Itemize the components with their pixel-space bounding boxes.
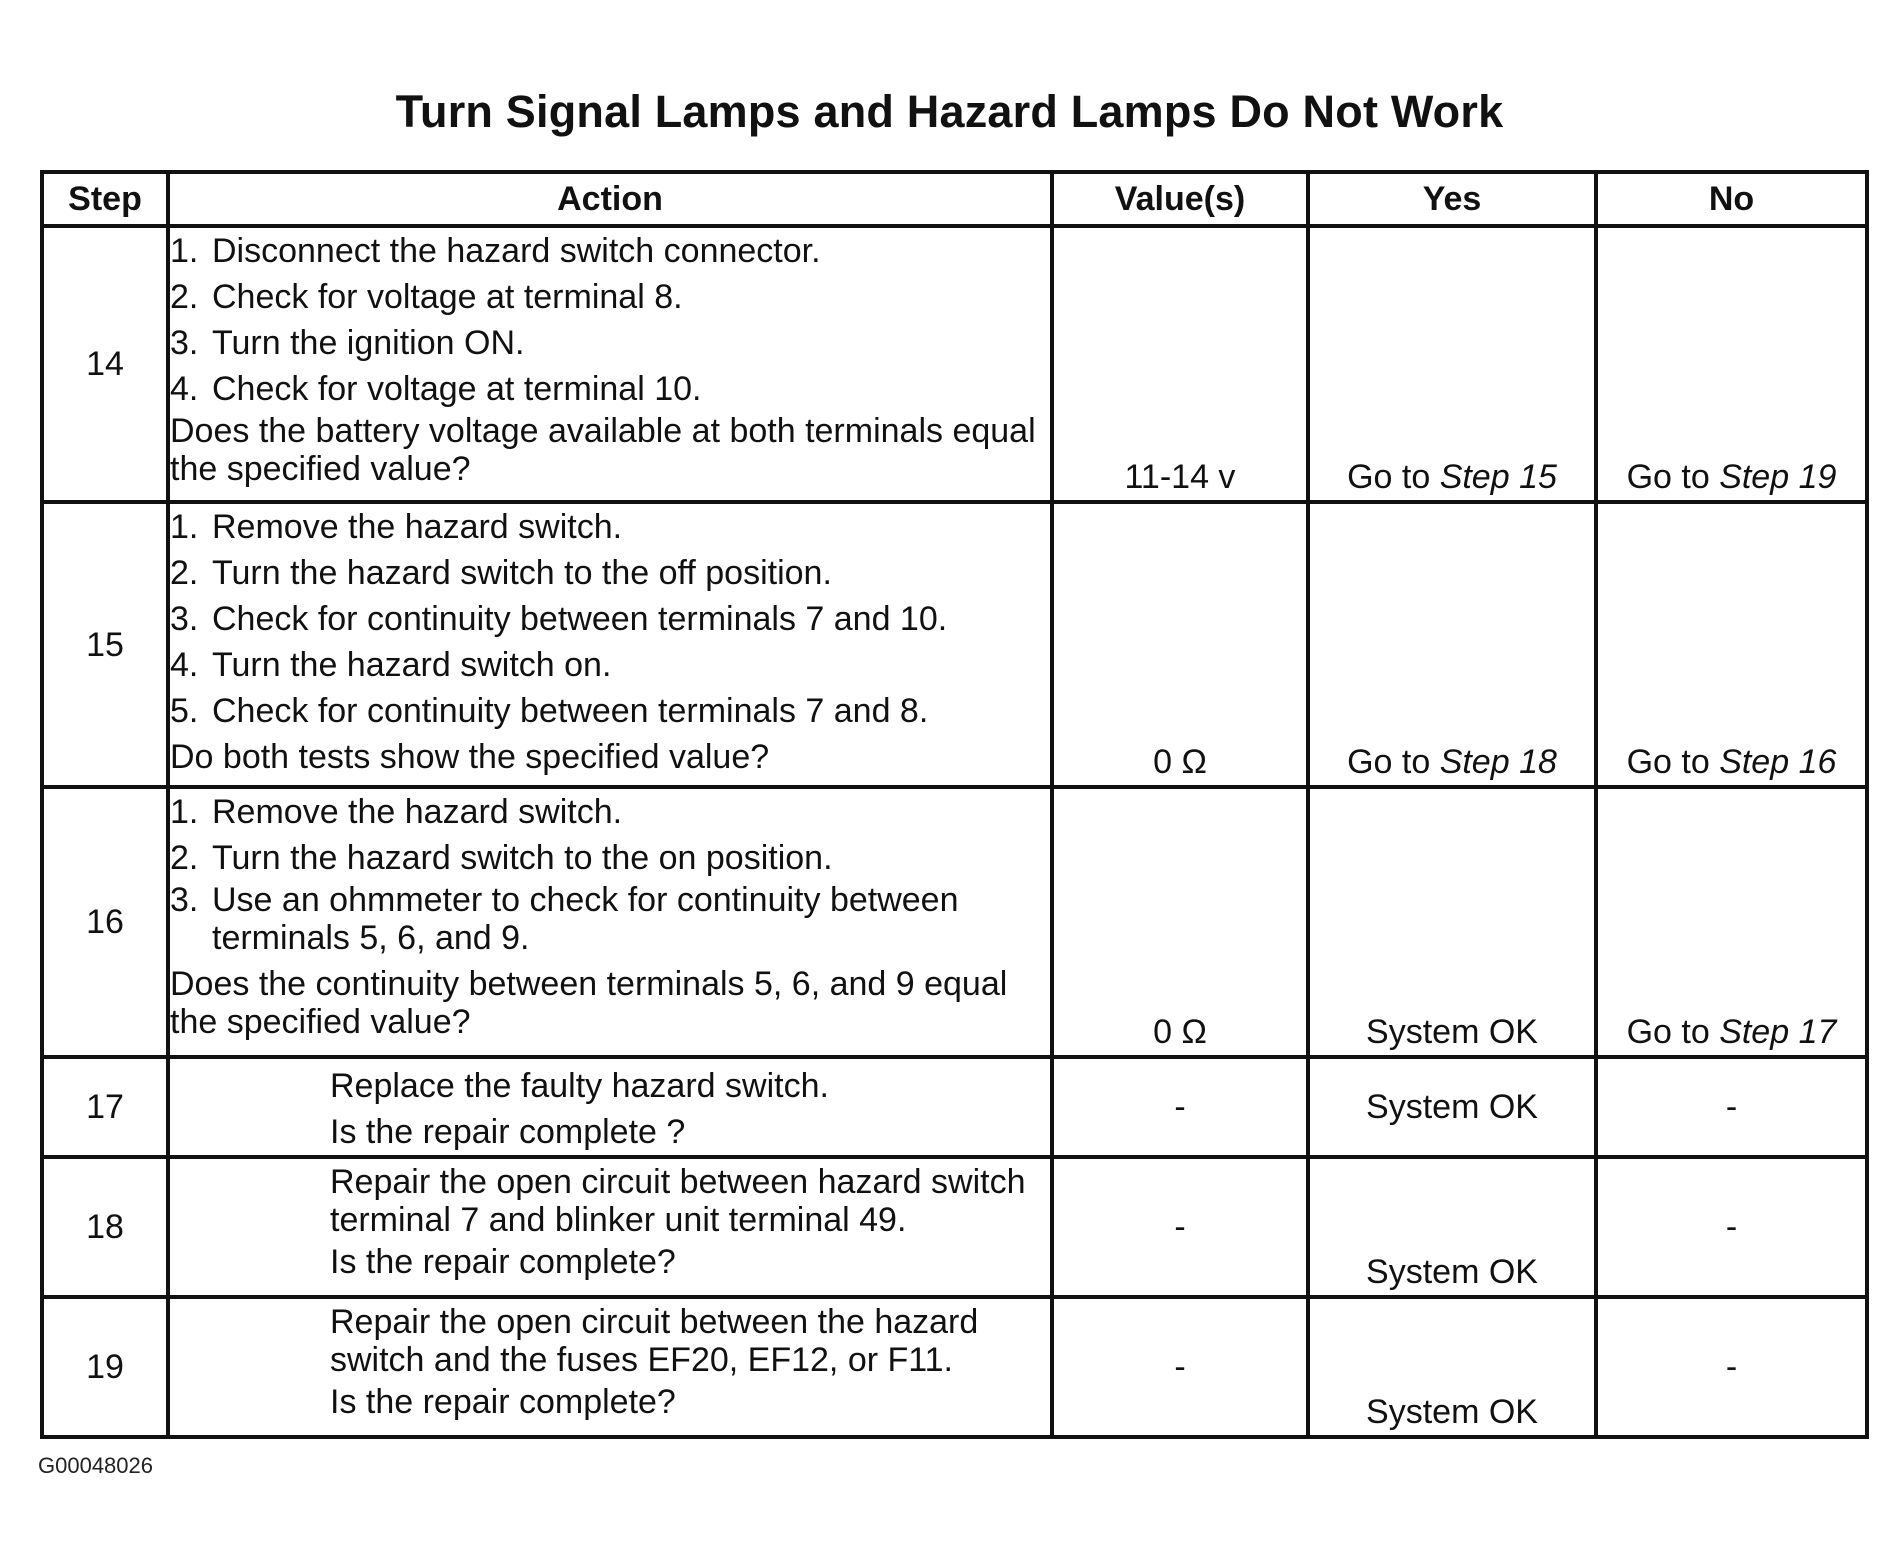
header-no: No — [1596, 172, 1867, 226]
action-item-text: Check for voltage at terminal 10. — [212, 370, 702, 408]
action-item-number: 3. — [170, 881, 199, 919]
action-item-number: 2. — [170, 278, 199, 316]
action-item-number: 2. — [170, 839, 199, 877]
diagnostic-table-container — [40, 170, 1869, 1439]
step-number: 16 — [42, 787, 168, 1057]
action-item-number: 1. — [170, 793, 199, 831]
yes-cell — [1308, 502, 1596, 787]
action-item-number: 4. — [170, 370, 199, 408]
action-question: Does the battery voltage available at both terminals equal the specified value? — [170, 412, 1036, 488]
step-number: 17 — [42, 1057, 168, 1157]
header-values: Value(s) — [1052, 172, 1308, 226]
table-row — [42, 787, 1867, 1057]
action-item — [170, 320, 1050, 366]
yes-cell — [1308, 226, 1596, 502]
value-cell: - — [1052, 1297, 1308, 1437]
action-item — [170, 504, 1050, 550]
value-cell: 0 Ω — [1052, 787, 1308, 1057]
action-item-text: Turn the hazard switch on. — [212, 646, 612, 684]
action-item-number: 1. — [170, 508, 199, 546]
action-item-text: Use an ohmmeter to check for continuity between terminals 5, 6, and 9. — [212, 881, 959, 957]
yes-cell: System OK — [1308, 1297, 1596, 1437]
action-item-number: 3. — [170, 600, 199, 638]
action-item-text: Disconnect the hazard switch connector. — [212, 232, 821, 270]
action-item — [170, 642, 1050, 688]
action-item-text: Remove the hazard switch. — [212, 793, 623, 831]
yes-prefix: Go to — [1347, 458, 1440, 496]
figure-code: G00048026 — [38, 1453, 153, 1478]
header-yes: Yes — [1308, 172, 1596, 226]
header-step: Step — [42, 172, 168, 226]
action-item-text: Check for voltage at terminal 8. — [212, 278, 683, 316]
action-text: Repair the open circuit between hazard switch terminal 7 and blinker unit terminal 49. — [330, 1163, 1026, 1239]
yes-prefix: Go to — [1347, 743, 1440, 781]
action-cell — [168, 226, 1052, 502]
action-item-number: 5. — [170, 692, 199, 730]
step-number: 19 — [42, 1297, 168, 1437]
action-item-number: 1. — [170, 232, 199, 270]
action-item — [170, 596, 1050, 642]
action-question: Is the repair complete ? — [330, 1113, 686, 1151]
action-item-text: Check for continuity between terminals 7 and 10. — [212, 600, 948, 638]
action-cell — [168, 787, 1052, 1057]
table-header-row — [42, 172, 1867, 226]
yes-step-ref: Step 15 — [1439, 458, 1557, 496]
action-item-text: Turn the hazard switch to the off position. — [212, 554, 832, 592]
value-cell: 0 Ω — [1052, 502, 1308, 787]
action-item-text: Turn the hazard switch to the on position. — [212, 839, 833, 877]
no-prefix: Go to — [1626, 458, 1720, 496]
yes-cell: System OK — [1308, 1057, 1596, 1157]
action-cell — [168, 1157, 1052, 1297]
no-step-ref: Step 17 — [1719, 1013, 1837, 1051]
no-cell — [1596, 502, 1867, 787]
action-cell — [168, 1057, 1052, 1157]
action-item-number: 2. — [170, 554, 199, 592]
action-question: Is the repair complete? — [330, 1383, 676, 1421]
step-number: 18 — [42, 1157, 168, 1297]
action-item-text: Turn the ignition ON. — [212, 324, 525, 362]
value-cell: - — [1052, 1057, 1308, 1157]
no-cell — [1596, 226, 1867, 502]
document-title: Turn Signal Lamps and Hazard Lamps Do Not Work — [395, 86, 1504, 137]
action-cell — [168, 502, 1052, 787]
action-item-text: Check for continuity between terminals 7 and 8. — [212, 692, 929, 730]
no-cell: - — [1596, 1057, 1867, 1157]
action-text: Repair the open circuit between the hazard switch and the fuses EF20, EF12, or F11. — [330, 1303, 979, 1379]
action-item-text: Remove the hazard switch. — [212, 508, 623, 546]
table-row — [42, 1057, 1867, 1157]
action-text: Replace the faulty hazard switch. — [330, 1067, 829, 1105]
table-row — [42, 502, 1867, 787]
no-cell: - — [1596, 1297, 1867, 1437]
step-number: 14 — [42, 226, 168, 502]
action-item — [170, 550, 1050, 596]
no-prefix: Go to — [1626, 743, 1720, 781]
action-item — [170, 366, 1050, 412]
action-question: Is the repair complete? — [330, 1243, 676, 1281]
step-number: 15 — [42, 502, 168, 787]
no-step-ref: Step 19 — [1719, 458, 1837, 496]
action-item — [170, 274, 1050, 320]
action-item — [170, 688, 1050, 734]
no-cell — [1596, 787, 1867, 1057]
action-item — [170, 881, 1050, 957]
action-item — [170, 228, 1050, 274]
no-step-ref: Step 16 — [1719, 743, 1837, 781]
value-cell: - — [1052, 1157, 1308, 1297]
yes-cell: System OK — [1308, 1157, 1596, 1297]
value-cell: 11-14 v — [1052, 226, 1308, 502]
diagnostic-table — [40, 170, 1869, 1439]
action-item — [170, 835, 1050, 881]
table-row — [42, 226, 1867, 502]
action-question: Does the continuity between terminals 5, 6, and 9 equal the specified value? — [170, 965, 1008, 1041]
yes-step-ref: Step 18 — [1439, 743, 1557, 781]
table-row — [42, 1157, 1867, 1297]
header-action: Action — [168, 172, 1052, 226]
table-row — [42, 1297, 1867, 1437]
action-item-number: 4. — [170, 646, 199, 684]
no-prefix: Go to — [1626, 1013, 1720, 1051]
no-cell: - — [1596, 1157, 1867, 1297]
yes-cell: System OK — [1308, 787, 1596, 1057]
action-item-number: 3. — [170, 324, 199, 362]
action-question: Do both tests show the specified value? — [170, 738, 770, 776]
action-cell — [168, 1297, 1052, 1437]
action-item — [170, 789, 1050, 835]
